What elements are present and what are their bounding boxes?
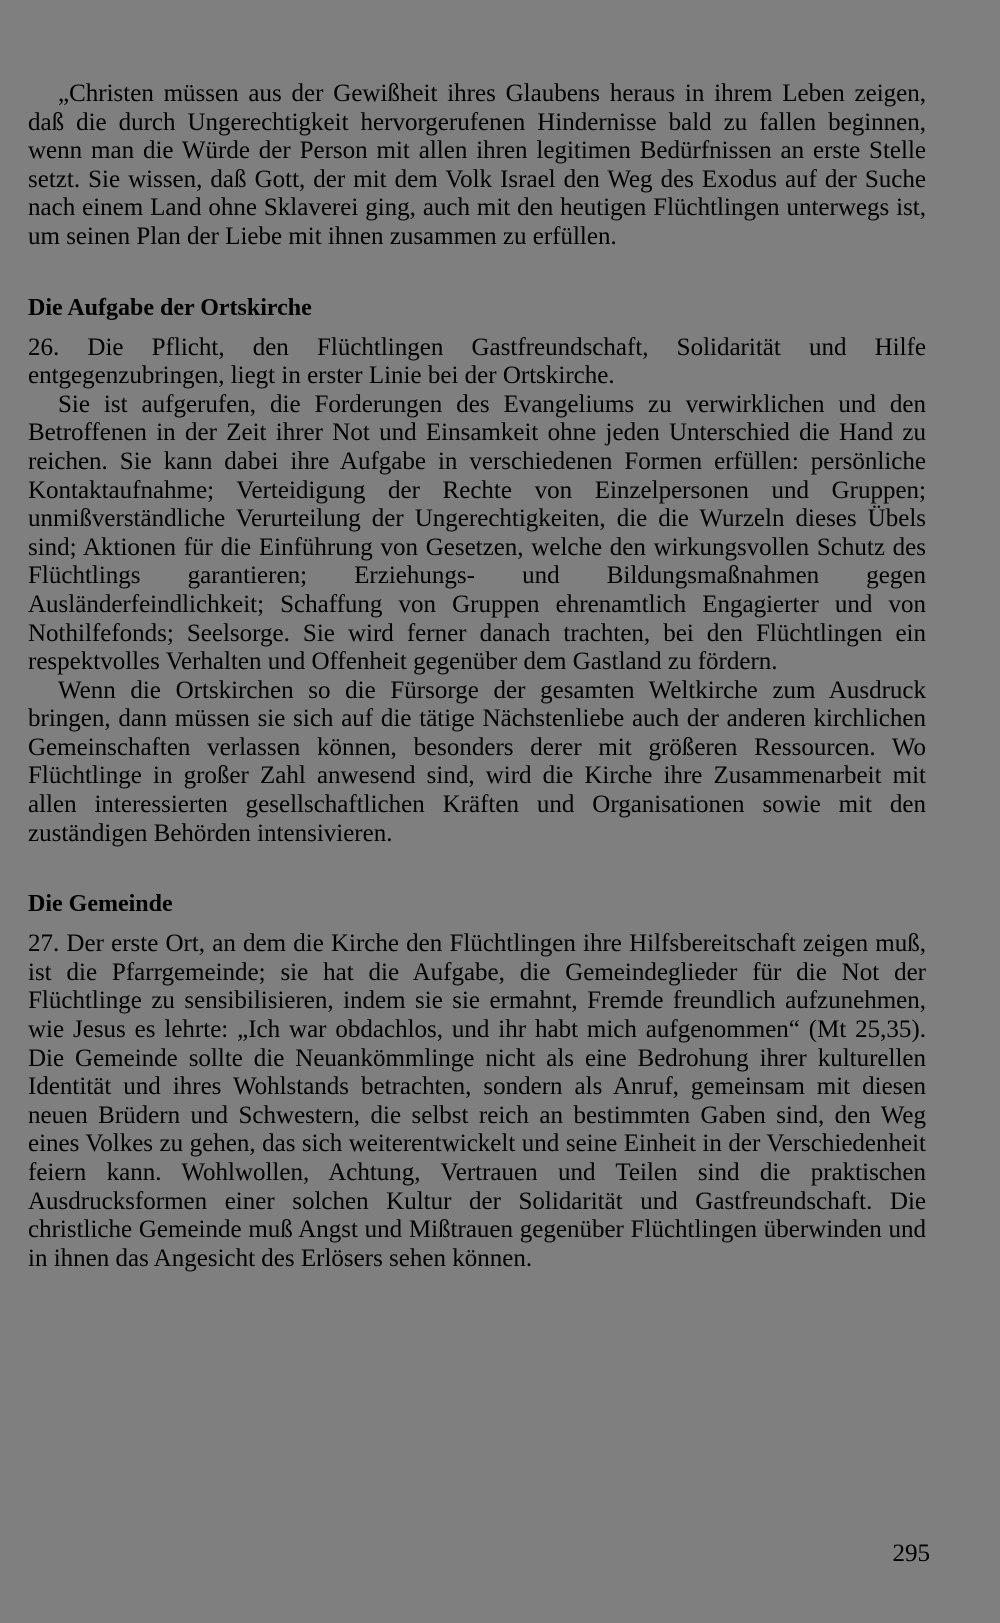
paragraph-26: 26. Die Pflicht, den Flüchtlingen Gastfreundschaft, Solidarität und Hilfe entgegenzubringen, liegt in erster Linie bei der Ortskirche. bbox=[28, 333, 926, 390]
page-text-block bbox=[28, 80, 926, 1273]
paragraph-26-weltkirche: Wenn die Ortskirchen so die Fürsorge der gesamten Weltkirche zum Ausdruck bringen, dann müssen sie sich auf die tätige Nächstenliebe auch der anderen kirchlichen Gemeinschaften verlassen können, besonders derer mit größeren Ressourcen. Wo Flüchtlinge in großer Zahl anwesend sind, wird die Kirche ihre Zusammenarbeit mit allen interessierten gesellschaftlichen Kräften und Organisationen sowie mit den zuständigen Behörden intensivieren. bbox=[28, 676, 926, 847]
paragraph-27: 27. Der erste Ort, an dem die Kirche den Flüchtlingen ihre Hilfsbereitschaft zeigen muß, ist die Pfarrgemeinde; sie hat die Aufgabe, die Gemeindeglieder für die Not der Flüchtlinge zu sensibilisieren, indem sie sie ermahnt, Fremde freundlich aufzunehmen, wie Jesus es lehrte: „Ich war obdachlos, und ihr habt mich aufgenommen“ (Mt 25,35). Die Gemeinde sollte die Neuankömmlinge nicht als eine Bedrohung ihrer kulturellen Identität und ihres Wohlstands betrachten, sondern als Anruf, gemeinsam mit diesen neuen Brüdern und Schwestern, die selbst reich an bestimmten Gaben sind, den Weg eines Volkes zu gehen, das sich weiterentwickelt und seine Einheit in der Verschiedenheit feiern kann. Wohlwollen, Achtung, Vertrauen und Teilen sind die praktischen Ausdrucksformen einer solchen Kultur der Solidarität und Gastfreundschaft. Die christliche Gemeinde muß Angst und Mißtrauen gegenüber Flüchtlingen überwinden und in ihnen das Angesicht des Erlösers sehen können. bbox=[28, 930, 926, 1272]
page-number: 295 bbox=[892, 1540, 930, 1567]
section-heading-gemeinde: Die Gemeinde bbox=[28, 891, 173, 918]
section-heading-ortskirche: Die Aufgabe der Ortskirche bbox=[28, 294, 312, 321]
intro-paragraph: „Christen müssen aus der Gewißheit ihres Glaubens heraus in ihrem Leben zeigen, daß die durch Ungerechtigkeit hervorgerufenen Hindernisse bald zu fallen beginnen, wenn man die Würde der Person mit allen ihren legitimen Bedürfnissen an erste Stelle setzt. Sie wissen, daß Gott, der mit dem Volk Israel den Weg des Exodus auf der Suche nach einem Land ohne Sklaverei ging, auch mit den heutigen Flüchtlingen unterwegs ist, um seinen Plan der Liebe mit ihnen zusammen zu erfüllen. bbox=[28, 80, 926, 250]
paragraph-26-continued: Sie ist aufgerufen, die Forderungen des Evangeliums zu verwirklichen und den Betroffenen in der Zeit ihrer Not und Einsamkeit ohne jeden Unterschied die Hand zu reichen. Sie kann dabei ihre Aufgabe in verschiedenen Formen erfüllen: persönliche Kontaktaufnahme; Verteidigung der Rechte von Einzelpersonen und Gruppen; unmißverständliche Verurteilung der Ungerechtigkeiten, die die Wurzeln dieses Übels sind; Aktionen für die Einführung von Gesetzen, welche den wirkungsvollen Schutz des Flüchtlings garantieren; Erziehungs- und Bildungsmaßnahmen gegen Ausländerfeindlichkeit; Schaffung von Gruppen ehrenamtlich Engagierter und von Nothilfefonds; Seelsorge. Sie wird ferner danach trachten, bei den Flüchtlingen ein respektvolles Verhalten und Offenheit gegenüber dem Gastland zu fördern. bbox=[28, 390, 926, 676]
